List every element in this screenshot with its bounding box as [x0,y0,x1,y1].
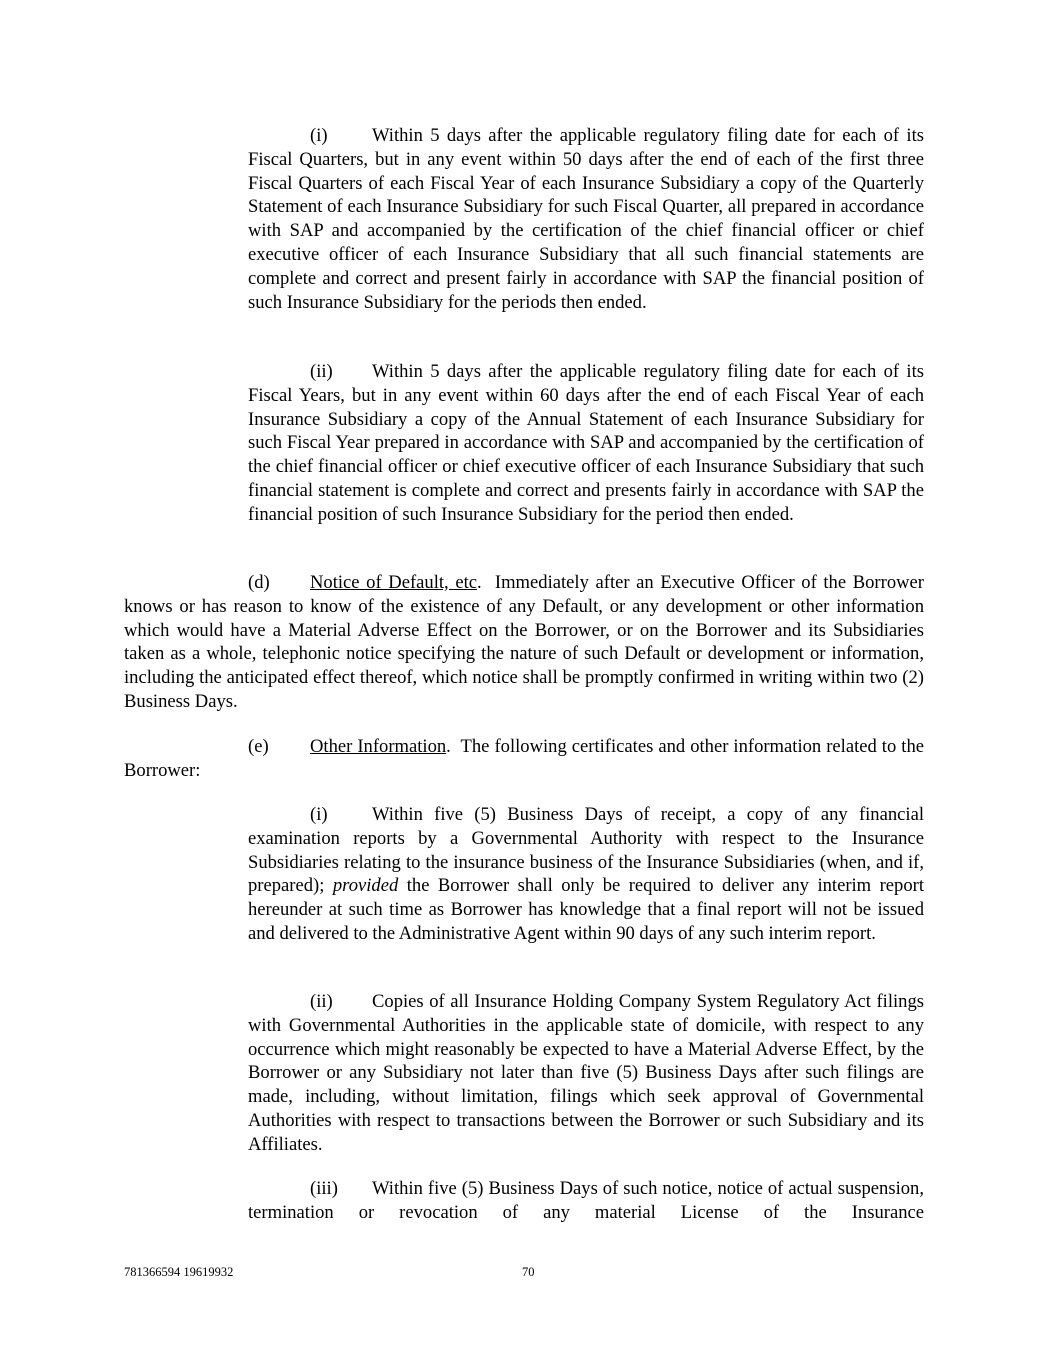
paragraph-text: Within 5 days after the applicable regulatory filing date for each of its Fiscal Years, but in any event within 60 days after the end of each Fiscal Year of each Insurance Subsidiary a copy of the Annual Statement of each Insurance Subsidiary for such Fiscal Year prepared in accordance with SAP and accompanied by the certification of the chief financial officer or chief executive officer of each Insurance Subsidiary that such financial statement is complete and correct and presents fairly in accordance with SAP the financial position of such Insurance Subsidiary for the period then ended. [248,361,924,525]
footer-page-number: 70 [522,1265,535,1279]
paragraph-e-i [248,803,924,946]
paragraph-e-ii [248,990,924,1157]
paragraph-number: (ii) [310,361,333,382]
paragraph-text: Within 5 days after the applicable regulatory filing date for each of its Fiscal Quarters, but in any event within 50 days after the end of each of the first three Fiscal Quarters of each Fiscal Year of each Insurance Subsidiary a copy of the Quarterly Statement of each Insurance Subsidiary for such Fiscal Quarter, all prepared in accordance with SAP and accompanied by the certification of the chief financial officer or chief executive officer of each Insurance Subsidiary that all such financial statements are complete and correct and present fairly in accordance with SAP the financial position of such Insurance Subsidiary for the periods then ended. [248,125,924,313]
paragraph-number: (e) [248,736,269,757]
italic-term: provided [332,875,399,897]
paragraph-text: Copies of all Insurance Holding Company System Regulatory Act filings with Governmental Authorities in the applicable state of domicile, with respect to any occurrence which might reasonably be expected to have a Material Adverse Effect, by the Borrower or any Subsidiary not later than five (5) Business Days after such filings are made, including, without limitation, filings which seek approval of Governmental Authorities with respect to transactions between the Borrower or such Subsidiary and its Affiliates. [248,991,924,1155]
paragraph-e [124,735,924,783]
paragraph-text-after: the Borrower shall only be required to deliver any interim report hereunder at such time as Borrower has knowledge that a final report will not be issued and delivered to the Administrative Agent within 90 days of any such interim report. [248,875,924,944]
footer-document-id: 781366594 19619932 [124,1265,234,1279]
paragraph-d [124,571,924,714]
paragraph-c-i [248,124,924,314]
section-heading: Notice of Default, etc [310,572,477,593]
paragraph-number: (d) [248,572,270,593]
section-heading: Other Information [310,736,447,757]
paragraph-e-iii [248,1177,924,1225]
paragraph-text-before: Within five (5) Business Days of receipt, a copy of any financial examination reports by a Governmental Authority with respect to the Insurance Subsidiaries relating to the insurance business of the Insurance Subsidiaries (when, and if, prepared); [248,804,924,897]
paragraph-text: Within five (5) Business Days of such notice, notice of actual suspension, termination or revocation of any material License of the Insurance [248,1178,924,1223]
paragraph-text: Immediately after an Executive Officer of the Borrower knows or has reason to know of the existence of any Default, or any development or other information which would have a Material Adverse Effect on the Borrower, or on the Borrower and its Subsidiaries taken as a whole, telephonic notice specifying the nature of such Default or development or information, including the anticipated effect thereof, which notice shall be promptly confirmed in writing within two (2) Business Days. [124,572,924,712]
paragraph-text: The following certificates and other information related to the Borrower: [124,736,925,781]
paragraph-number: (ii) [310,991,333,1012]
paragraph-number: (iii) [310,1178,338,1199]
heading-punctuation: . [446,736,451,757]
paragraph-number: (i) [310,125,328,146]
paragraph-c-ii [248,360,924,527]
paragraph-number: (i) [310,804,328,825]
heading-punctuation: . [477,572,482,593]
